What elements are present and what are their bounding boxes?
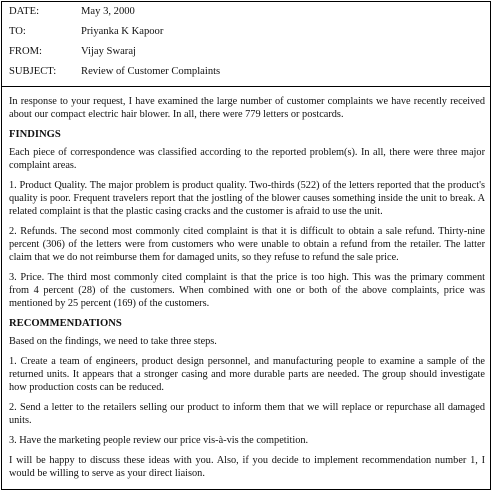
intro-paragraph: In response to your request, I have examined the large number of customer complaints we have recently received about our compact electric hair blower. In all, there were 779 letters or postcards. [9,96,485,120]
to-row [2,22,490,41]
recommendation-letter: 2. Send a letter to the retailers selling our product to inform them that we will replace or repurchase all damaged units. [9,402,485,426]
subject-label: SUBJECT: [9,66,57,77]
recommendation-team: 1. Create a team of engineers, product design personnel, and manufacturing people to examine a sample of the returned units. It appears that a stronger casing and more durable parts are needed. The group should investigate how production costs can be reduced. [9,356,485,393]
recommendations-intro-paragraph: Based on the findings, we need to take three steps. [9,336,217,347]
date-value: May 3, 2000 [81,6,135,17]
memo-header [2,2,490,87]
subject-row [2,62,490,81]
from-value: Vijay Swaraj [81,46,136,57]
memo-body [9,95,485,487]
recommendation-pricing: 3. Have the marketing people review our price vis-à-vis the competition. [9,435,309,446]
memo-document [1,1,491,490]
findings-heading: FINDINGS [9,129,61,140]
to-label: TO: [9,26,26,37]
finding-price: 3. Price. The third most commonly cited complaint is that the price is too high. This was the primary comment from 4 percent (28) of the customers. When combined with one or both of the above complaints, price was mentioned by 25 percent (169) of the customers. [9,272,485,309]
recommendations-heading: RECOMMENDATIONS [9,318,122,329]
from-row [2,42,490,61]
from-label: FROM: [9,46,42,57]
date-row [2,2,490,21]
closing-paragraph: I will be happy to discuss these ideas with you. Also, if you decide to implement recommendation number 1, I would be willing to serve as your direct liaison. [9,455,485,479]
to-value: Priyanka K Kapoor [81,26,164,37]
date-label: DATE: [9,6,40,17]
findings-intro-paragraph: Each piece of correspondence was classified according to the reported problem(s). In all, there were three major complaint areas. [9,147,485,171]
subject-value: Review of Customer Complaints [81,66,221,77]
finding-refunds: 2. Refunds. The second most commonly cited complaint is that it is difficult to obtain a sale refund. Thirty-nine percent (306) of the letters were from customers who were unable to obtain a refund from the retailer. The latter claim that we do not reimburse them for damaged units, so they refuse to refund the sale price. [9,226,485,263]
finding-product-quality: 1. Product Quality. The major problem is product quality. Two-thirds (522) of the letters reported that the product's quality is poor. Frequent travelers report that the jostling of the blower causes something inside the unit to break. A related complaint is that the plastic casing cracks and the customer is afraid to use the unit. [9,180,485,217]
